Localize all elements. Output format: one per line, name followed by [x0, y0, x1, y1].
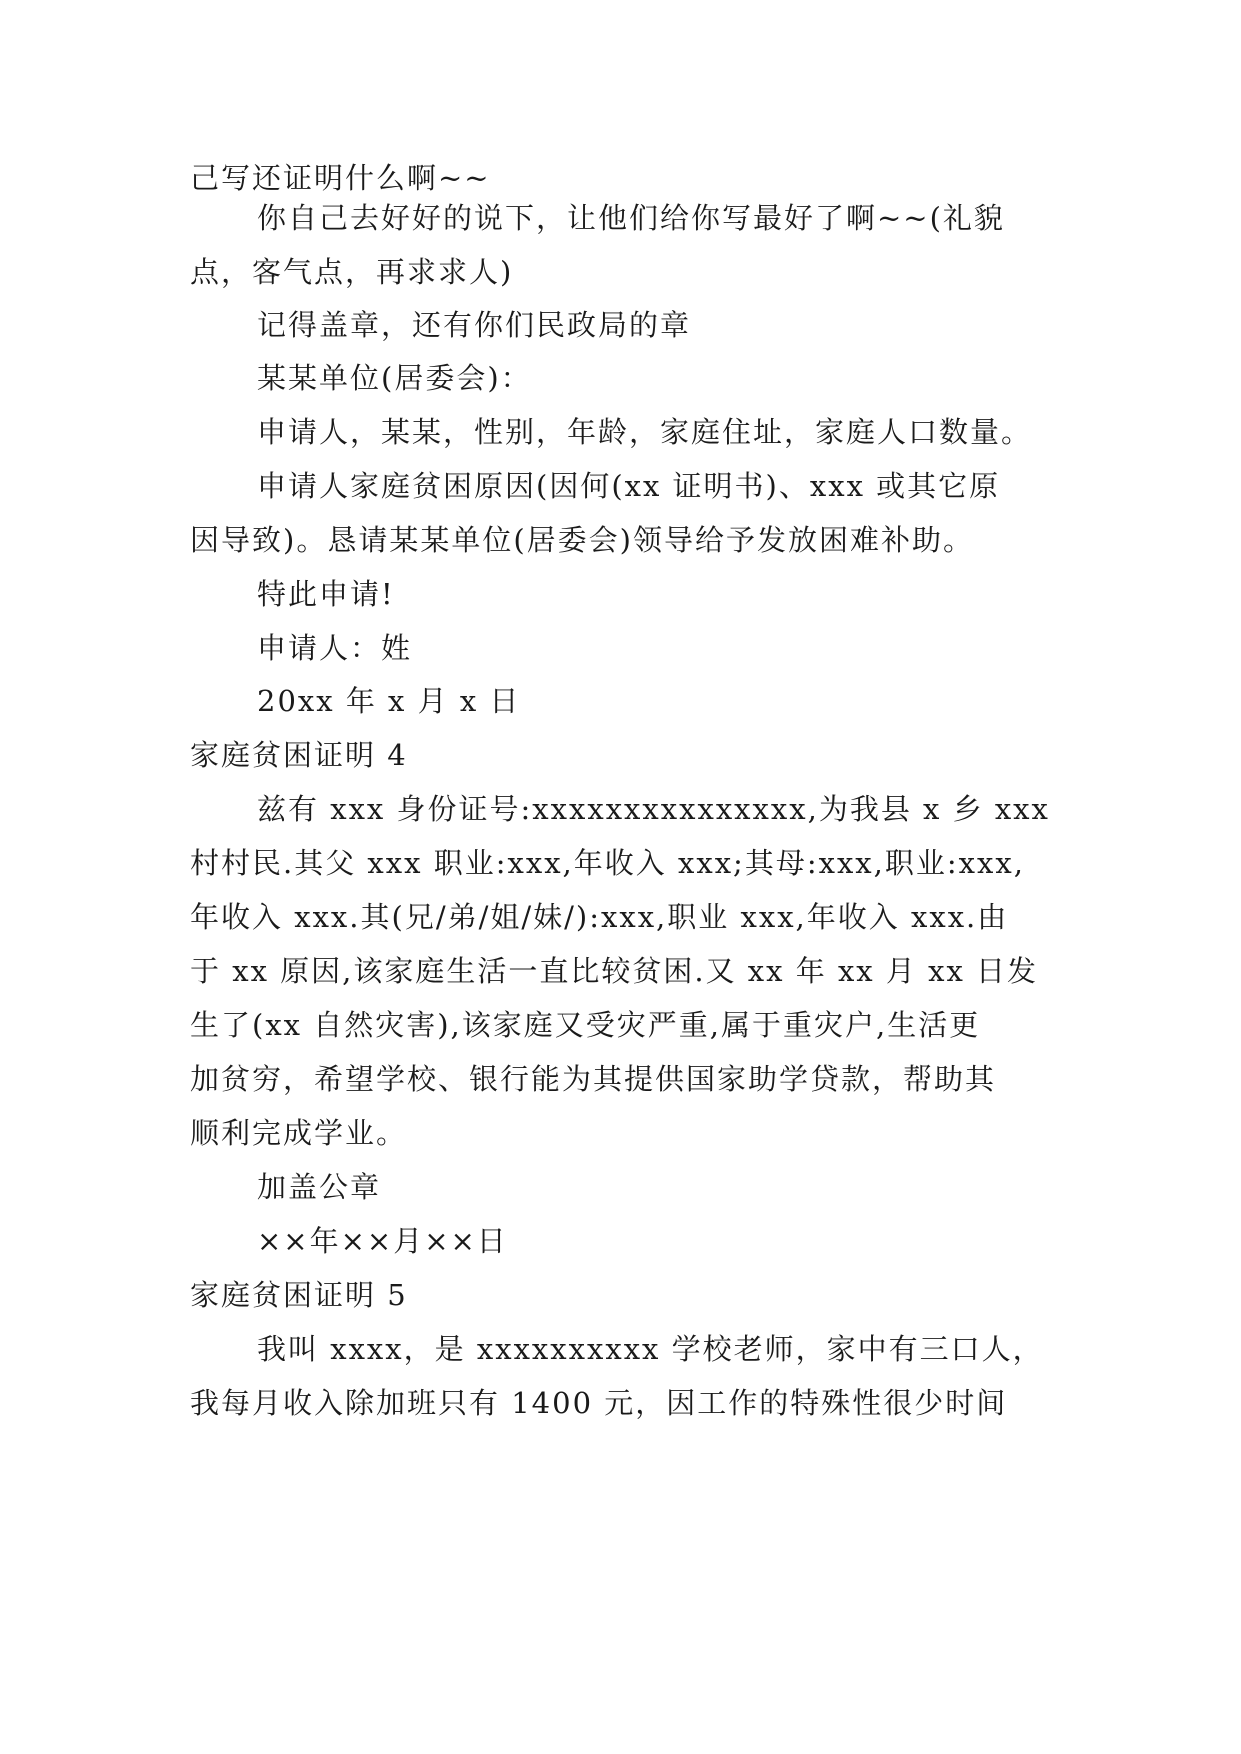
text-line: 兹有 xxx 身份证号:xxxxxxxxxxxxxxx,为我县 x 乡 xxx	[257, 792, 1050, 826]
text-line: 加贫穷，希望学校、银行能为其提供国家助学贷款，帮助其	[190, 1062, 997, 1096]
text-line: 村村民.其父 xxx 职业:xxx,年收入 xxx;其母:xxx,职业:xxx,	[190, 846, 1025, 880]
text-line: 加盖公章	[257, 1170, 382, 1204]
text-line: 己写还证明什么啊~~	[190, 161, 491, 195]
text-line: 顺利完成学业。	[190, 1116, 408, 1150]
text-line: 我每月收入除加班只有 1400 元，因工作的特殊性很少时间	[190, 1386, 1008, 1420]
salutation: 某某单位(居委会)：	[257, 361, 532, 395]
text-line: 于 xx 原因,该家庭生活一直比较贫困.又 xx 年 xx 月 xx 日发	[190, 954, 1039, 988]
text-line: 申请人家庭贫困原因(因何(xx 证明书)、xxx 或其它原	[257, 469, 1001, 503]
text-line: 生了(xx 自然灾害),该家庭又受灾严重,属于重灾户,生活更	[190, 1008, 981, 1042]
signature-line: 申请人：姓	[257, 631, 413, 665]
text-line: 点，客气点，再求求人)	[190, 255, 514, 289]
section-heading: 家庭贫困证明 4	[190, 738, 408, 772]
text-line: 特此申请!	[257, 577, 395, 611]
text-line: 记得盖章，还有你们民政局的章	[257, 308, 692, 342]
section-heading: 家庭贫困证明 5	[190, 1278, 408, 1312]
text-line: 年收入 xxx.其(兄/弟/姐/妹/):xxx,职业 xxx,年收入 xxx.由	[190, 900, 1009, 934]
text-line: 你自己去好好的说下，让他们给你写最好了啊~~(礼貌	[257, 201, 1005, 235]
date-line: ××年××月××日	[257, 1224, 508, 1258]
text-line: 我叫 xxxx，是 xxxxxxxxxx 学校老师，家中有三口人，	[257, 1332, 1044, 1366]
text-line: 申请人，某某，性别，年龄，家庭住址，家庭人口数量。	[257, 415, 1033, 449]
text-line: 因导致)。恳请某某单位(居委会)领导给予发放困难补助。	[190, 523, 974, 557]
date-line: 20xx 年 x 月 x 日	[257, 684, 521, 718]
